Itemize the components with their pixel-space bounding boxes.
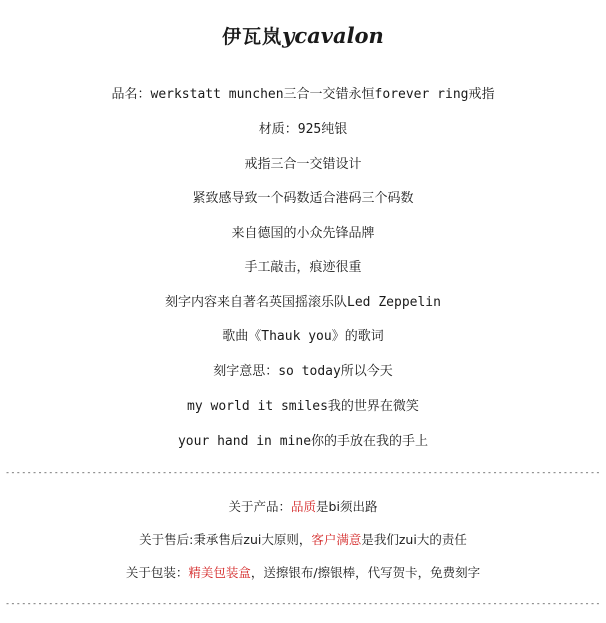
divider-bottom: -------------------------------------------------------------------------------------------------------------- (5, 599, 601, 608)
brand-name-chinese: 伊瓦岚 (222, 26, 283, 48)
brand-header (0, 22, 606, 52)
origin-line: 来自德国的小众先锋品牌 (231, 226, 375, 241)
size-line: 紧致感导致一个码数适合港码三个码数 (192, 191, 414, 206)
policy-product-prefix: 关于产品： (228, 499, 292, 514)
material-line: 材质：925纯银 (258, 122, 348, 137)
design-line: 戒指三合一交错设计 (244, 157, 362, 172)
policy-after-sales-highlight: 客户满意 (311, 532, 362, 547)
policy-product-suffix: 是bi须出路 (316, 499, 378, 514)
policy-packaging-suffix: ，送擦银布/擦银棒，代写贺卡，免费刻字 (250, 565, 481, 580)
policy-packaging (0, 563, 606, 583)
policy-packaging-highlight: 精美包装盒 (188, 565, 251, 580)
lyric-line-2: your hand in mine你的手放在我的手上 (177, 434, 429, 449)
policy-after-sales (0, 530, 606, 550)
handmade-line: 手工敲击，痕迹很重 (244, 260, 362, 275)
policy-packaging-prefix: 关于包装： (125, 565, 189, 580)
policy-after-sales-prefix: 关于售后:秉承售后zui大原则， (139, 532, 312, 547)
policy-product-highlight: 品质 (291, 499, 317, 514)
engraving-source-line: 刻字内容来自著名英国摇滚乐队Led Zeppelin (165, 295, 441, 310)
divider-top: -------------------------------------------------------------------------------------------------------------- (5, 468, 601, 477)
policy-after-sales-suffix: 是我们zui大的责任 (361, 532, 467, 547)
policy-product (0, 497, 606, 517)
song-line: 歌曲《Thauk you》的歌词 (222, 329, 384, 344)
lyric-line-1: my world it smiles我的世界在微笑 (187, 399, 419, 414)
engraving-meaning-line: 刻字意思：so today所以今天 (213, 364, 393, 379)
brand-name-english: ycavalon (282, 23, 384, 48)
product-name-line: 品名：werkstatt munchen三合一交错永恒forever ring戒指 (111, 87, 495, 102)
